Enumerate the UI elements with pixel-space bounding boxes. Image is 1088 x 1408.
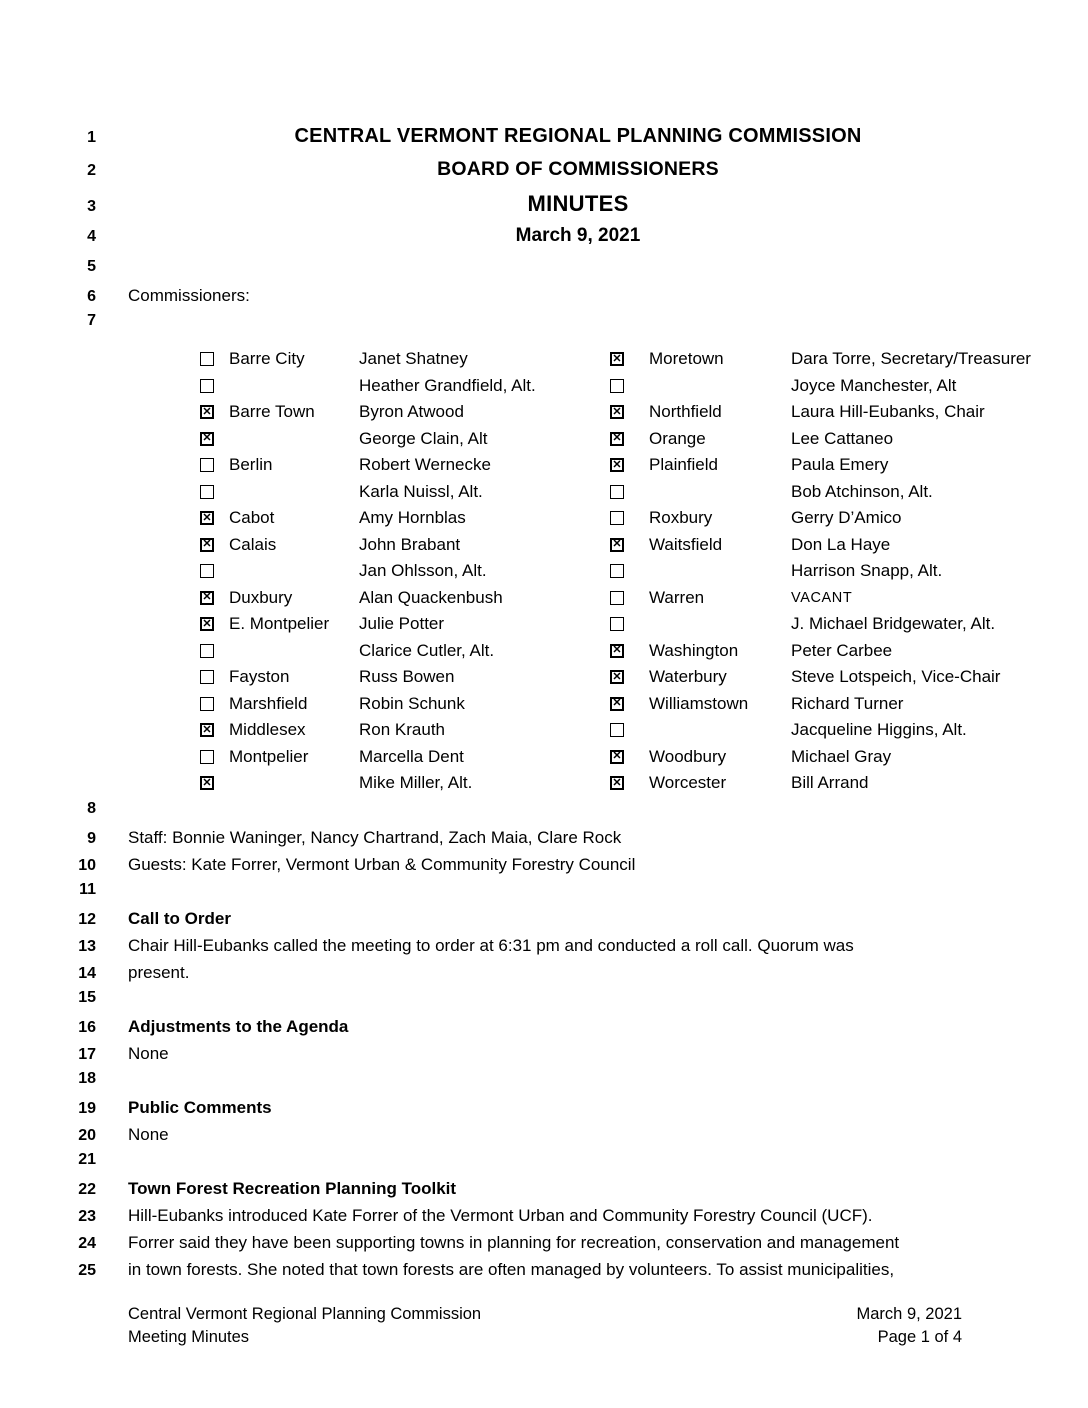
roster-member-name: Bill Arrand — [791, 773, 869, 793]
body-lines — [60, 801, 1028, 1287]
roster-row — [600, 770, 1048, 797]
roster-row — [200, 691, 600, 718]
roster-row — [200, 452, 600, 479]
checkbox-icon — [200, 564, 214, 578]
checkbox-icon: ✕ — [200, 776, 214, 790]
roster-town: Warren — [649, 587, 705, 607]
roster-member-name: Jan Ohlsson, Alt. — [359, 561, 487, 581]
line-number: 6 — [87, 288, 96, 305]
roster-row — [200, 505, 600, 532]
line-text: in town forests. She noted that town forests are often managed by volunteers. To assist municipalities, — [128, 1259, 895, 1279]
roster-row — [200, 558, 600, 585]
document-line — [60, 1152, 1028, 1179]
roster-town: Montpelier — [229, 746, 309, 766]
checkbox-icon: ✕ — [610, 432, 624, 446]
roster-town: Middlesex — [229, 720, 306, 740]
line-number: 24 — [78, 1234, 96, 1252]
line-number: 16 — [78, 1018, 96, 1036]
line-number: 10 — [78, 856, 96, 874]
roster-town: Worcester — [649, 773, 727, 793]
document-line — [60, 313, 1028, 340]
footer-right — [857, 1303, 962, 1349]
checkbox-icon — [610, 485, 624, 499]
roster-member-name: Janet Shatney — [359, 349, 468, 369]
line-number: 21 — [78, 1150, 96, 1168]
roster-row — [600, 611, 1048, 638]
document-line — [60, 286, 1028, 313]
line-number: 19 — [78, 1099, 96, 1117]
document-line — [60, 1044, 1028, 1071]
checkbox-icon — [200, 644, 214, 658]
roster-row — [200, 638, 600, 665]
line-number: 5 — [87, 258, 96, 275]
roster-row — [600, 664, 1048, 691]
document-line — [60, 936, 1028, 963]
checkbox-icon: ✕ — [200, 723, 214, 737]
line-text: None — [128, 1043, 169, 1063]
roster-row — [200, 664, 600, 691]
roster-row — [600, 691, 1048, 718]
document-line — [60, 125, 1028, 158]
roster-row — [600, 638, 1048, 665]
line-number: 1 — [87, 129, 96, 146]
line-number: 15 — [78, 988, 96, 1006]
checkbox-icon — [200, 697, 214, 711]
roster-row — [200, 346, 600, 373]
line-text: BOARD OF COMMISSIONERS — [437, 158, 719, 180]
roster-member-name: Alan Quackenbush — [359, 587, 503, 607]
line-number: 23 — [78, 1207, 96, 1225]
roster-town: Orange — [649, 428, 706, 448]
roster-row — [200, 744, 600, 771]
document-line — [60, 1260, 1028, 1287]
checkbox-icon — [200, 485, 214, 499]
roster-row — [200, 717, 600, 744]
roster-town: Berlin — [229, 455, 273, 475]
line-text: Town Forest Recreation Planning Toolkit — [128, 1178, 457, 1198]
roster-member-name: Michael Gray — [791, 746, 892, 766]
roster-town: Williamstown — [649, 693, 749, 713]
checkbox-icon — [610, 617, 624, 631]
document-line — [60, 1017, 1028, 1044]
footer-org: Central Vermont Regional Planning Commission — [128, 1304, 482, 1323]
line-text: Staff: Bonnie Waninger, Nancy Chartrand, Zach Maia, Clare Rock — [128, 827, 622, 847]
checkbox-icon: ✕ — [610, 670, 624, 684]
roster-member-name: Karla Nuissl, Alt. — [359, 481, 483, 501]
roster-member-name: J. Michael Bridgewater, Alt. — [791, 614, 996, 634]
header-lines — [60, 125, 1028, 340]
roster-row — [600, 505, 1048, 532]
checkbox-icon — [200, 379, 214, 393]
roster-town: Plainfield — [649, 455, 718, 475]
roster-member-name: Julie Potter — [359, 614, 445, 634]
roster-town: Duxbury — [229, 587, 293, 607]
checkbox-icon — [200, 670, 214, 684]
roster-town: Calais — [229, 534, 277, 554]
checkbox-icon: ✕ — [200, 432, 214, 446]
roster-member-name: Bob Atchinson, Alt. — [791, 481, 933, 501]
roster-row — [600, 532, 1048, 559]
checkbox-icon: ✕ — [610, 776, 624, 790]
document-line — [60, 828, 1028, 855]
line-number: 8 — [87, 799, 96, 817]
checkbox-icon: ✕ — [200, 617, 214, 631]
footer-left — [128, 1303, 481, 1349]
roster-row — [200, 532, 600, 559]
roster-member-name: Lee Cattaneo — [791, 428, 894, 448]
roster-member-name: Marcella Dent — [359, 746, 464, 766]
line-text: Chair Hill-Eubanks called the meeting to order at 6:31 pm and conducted a roll call. Quorum was — [128, 935, 854, 955]
roster-town: Waterbury — [649, 667, 727, 687]
roster-town: Waitsfield — [649, 534, 723, 554]
document-line — [60, 259, 1028, 286]
document-line — [60, 1206, 1028, 1233]
roster-row — [600, 426, 1048, 453]
roster-member-name: Robert Wernecke — [359, 455, 491, 475]
roster-row — [600, 479, 1048, 506]
roster-member-name: Russ Bowen — [359, 667, 455, 687]
roster-row — [200, 585, 600, 612]
checkbox-icon — [610, 379, 624, 393]
roster-row — [600, 717, 1048, 744]
checkbox-icon: ✕ — [200, 405, 214, 419]
line-number: 25 — [78, 1261, 96, 1279]
roster-town: Northfield — [649, 402, 722, 422]
document-line — [60, 1125, 1028, 1152]
roster-town: Barre Town — [229, 402, 315, 422]
roster-town: E. Montpelier — [229, 614, 330, 634]
line-text: Adjustments to the Agenda — [128, 1016, 349, 1036]
roster-row — [600, 744, 1048, 771]
roster-member-name: Byron Atwood — [359, 402, 464, 422]
roster-town: Moretown — [649, 349, 724, 369]
roster-member-name: Harrison Snapp, Alt. — [791, 561, 943, 581]
document-line — [60, 1098, 1028, 1125]
roster-member-name: George Clain, Alt — [359, 428, 488, 448]
roster-row — [200, 373, 600, 400]
line-text: CENTRAL VERMONT REGIONAL PLANNING COMMISSION — [294, 125, 862, 147]
document-line — [60, 191, 1028, 225]
roster-member-name: Paula Emery — [791, 455, 889, 475]
roster-row — [200, 770, 600, 797]
roster-town: Barre City — [229, 349, 305, 369]
checkbox-icon — [610, 591, 624, 605]
roster-row — [600, 452, 1048, 479]
checkbox-icon: ✕ — [610, 697, 624, 711]
line-text: Hill-Eubanks introduced Kate Forrer of the Vermont Urban and Community Forestry Council (UCF). — [128, 1205, 873, 1225]
roster-town: Fayston — [229, 667, 290, 687]
footer-page-number: Page 1 of 4 — [877, 1327, 962, 1346]
document-line — [60, 963, 1028, 990]
checkbox-icon: ✕ — [610, 405, 624, 419]
roster-member-name: Gerry D’Amico — [791, 508, 902, 528]
document-line — [60, 225, 1028, 259]
checkbox-icon — [610, 511, 624, 525]
roster-row — [200, 426, 600, 453]
document-line — [60, 158, 1028, 191]
checkbox-icon: ✕ — [610, 750, 624, 764]
roster-member-name: Laura Hill-Eubanks, Chair — [791, 402, 985, 422]
line-text: MINUTES — [527, 191, 629, 216]
checkbox-icon — [200, 750, 214, 764]
roster-town: Cabot — [229, 508, 275, 528]
roster-member-name: Richard Turner — [791, 693, 904, 713]
commissioner-roster — [200, 346, 1048, 797]
checkbox-icon: ✕ — [610, 352, 624, 366]
roster-member-name: Dara Torre, Secretary/Treasurer — [791, 349, 1031, 369]
roster-row — [600, 585, 1048, 612]
roster-member-name: Jacqueline Higgins, Alt. — [791, 720, 967, 740]
checkbox-icon — [200, 458, 214, 472]
document-line — [60, 801, 1028, 828]
roster-row — [600, 346, 1048, 373]
line-number: 2 — [87, 162, 96, 179]
line-number: 7 — [87, 312, 96, 329]
page-footer — [128, 1303, 962, 1349]
line-number: 3 — [87, 198, 96, 215]
line-number: 9 — [87, 829, 96, 847]
line-number: 17 — [78, 1045, 96, 1063]
roster-member-name: Robin Schunk — [359, 693, 465, 713]
roster-row — [200, 399, 600, 426]
line-number: 14 — [78, 964, 96, 982]
roster-member-name: Clarice Cutler, Alt. — [359, 640, 495, 660]
line-number: 22 — [78, 1180, 96, 1198]
footer-doc-type: Meeting Minutes — [128, 1327, 250, 1346]
line-number: 20 — [78, 1126, 96, 1144]
line-text: Commissioners: — [128, 286, 250, 305]
document-line — [60, 1179, 1028, 1206]
checkbox-icon: ✕ — [610, 644, 624, 658]
checkbox-icon — [610, 723, 624, 737]
roster-town: Marshfield — [229, 693, 308, 713]
roster-member-name: Don La Haye — [791, 534, 891, 554]
document-line — [60, 1071, 1028, 1098]
roster-row — [600, 558, 1048, 585]
line-text: Forrer said they have been supporting towns in planning for recreation, conservation and management — [128, 1232, 900, 1252]
line-number: 4 — [87, 228, 96, 245]
roster-row — [600, 399, 1048, 426]
line-number: 12 — [78, 910, 96, 928]
roster-member-name: John Brabant — [359, 534, 461, 554]
roster-member-name: Mike Miller, Alt. — [359, 773, 473, 793]
roster-row — [200, 611, 600, 638]
roster-member-name: VACANT — [791, 589, 853, 606]
roster-row — [200, 479, 600, 506]
document-line — [60, 909, 1028, 936]
roster-member-name: Amy Hornblas — [359, 508, 466, 528]
checkbox-icon: ✕ — [200, 591, 214, 605]
line-text: March 9, 2021 — [515, 225, 641, 246]
line-number: 13 — [78, 937, 96, 955]
roster-member-name: Steve Lotspeich, Vice-Chair — [791, 667, 1001, 687]
roster-member-name: Joyce Manchester, Alt — [791, 375, 957, 395]
line-number: 18 — [78, 1069, 96, 1087]
line-text: None — [128, 1124, 169, 1144]
checkbox-icon: ✕ — [200, 511, 214, 525]
footer-date: March 9, 2021 — [856, 1304, 962, 1323]
roster-column-right — [600, 346, 1048, 797]
checkbox-icon: ✕ — [610, 458, 624, 472]
checkbox-icon — [200, 352, 214, 366]
line-number: 11 — [79, 880, 96, 898]
document-line — [60, 1233, 1028, 1260]
line-text: Public Comments — [128, 1097, 272, 1117]
roster-town: Woodbury — [649, 746, 727, 766]
checkbox-icon: ✕ — [610, 538, 624, 552]
checkbox-icon — [610, 564, 624, 578]
line-text: present. — [128, 962, 190, 982]
roster-member-name: Heather Grandfield, Alt. — [359, 375, 536, 395]
roster-column-left — [200, 346, 600, 797]
document-line — [60, 855, 1028, 882]
document-line — [60, 882, 1028, 909]
roster-row — [600, 373, 1048, 400]
line-text: Guests: Kate Forrer, Vermont Urban & Community Forestry Council — [128, 854, 636, 874]
roster-town: Roxbury — [649, 508, 713, 528]
document-line — [60, 990, 1028, 1017]
roster-member-name: Ron Krauth — [359, 720, 445, 740]
line-text: Call to Order — [128, 908, 231, 928]
roster-town: Washington — [649, 640, 739, 660]
checkbox-icon: ✕ — [200, 538, 214, 552]
roster-member-name: Peter Carbee — [791, 640, 893, 660]
